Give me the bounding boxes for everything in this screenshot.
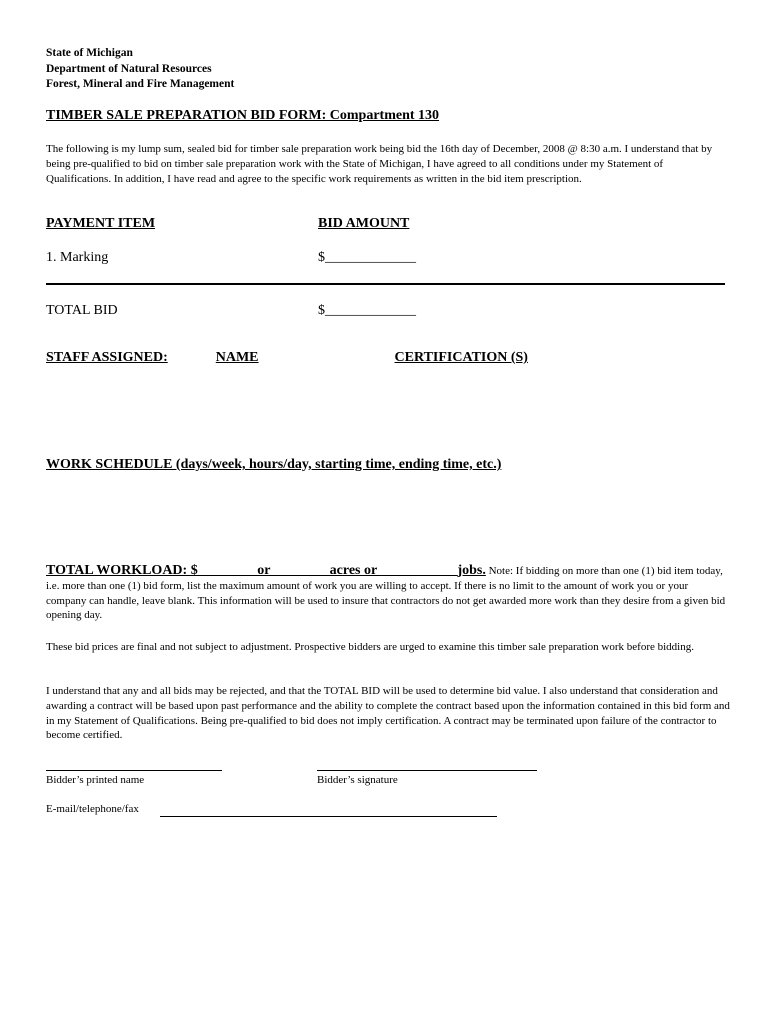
total-bid-field[interactable]: $_____________ — [318, 303, 416, 318]
workload-paragraph — [46, 564, 730, 623]
agency-division: Forest, Mineral and Fire Management — [46, 78, 235, 90]
marking-bid-field[interactable]: $_____________ — [318, 250, 416, 265]
section-divider — [46, 283, 725, 285]
agency-state: State of Michigan — [46, 47, 133, 59]
total-workload-label: TOTAL WORKLOAD: $________ or ________acres or ___________jobs. — [46, 563, 486, 578]
staff-assigned-label: STAFF ASSIGNED: — [46, 350, 168, 365]
signature-label: Bidder’s signature — [317, 774, 398, 786]
staff-assigned-row — [46, 350, 528, 366]
bid-amount-header: BID AMOUNT — [318, 216, 410, 231]
marking-item-label: 1. Marking — [46, 250, 109, 265]
contact-label: E-mail/telephone/fax — [46, 803, 139, 815]
staff-name-header: NAME — [215, 350, 259, 365]
form-title: TIMBER SALE PREPARATION BID FORM: Compartment 130 — [46, 108, 440, 123]
workload-note: bid item today, i.e. more than one (1) bid form, list the maximum amount of work you are willing to accept. If there is no limit to the amount of work you or your company can handle, leave blank. This information will be used to insure that contractors do not get awarded more work than they desire from a given bid opening day. — [46, 565, 726, 622]
printed-name-label: Bidder’s printed name — [46, 774, 145, 786]
total-bid-label: TOTAL BID — [46, 303, 118, 318]
rejection-paragraph: I understand that any and all bids may be rejected, and that the TOTAL BID will be used to determine bid value. I also understand that consideration and awarding a contract will be based upon past performance and the ability to complete the contract based upon the information contained in this bid form and in my Statement of Qualifications. Being pre-qualified to bid does not imply certification. A contract may be terminated upon failure of the contractor to become certified. — [46, 685, 730, 742]
contact-line[interactable] — [160, 816, 497, 817]
work-schedule-label: WORK SCHEDULE (days/week, hours/day, starting time, ending time, etc.) — [46, 457, 502, 472]
signature-line[interactable] — [317, 770, 537, 771]
printed-name-line[interactable] — [46, 770, 222, 771]
final-prices-paragraph: These bid prices are final and not subject to adjustment. Prospective bidders are urged to examine this timber sale preparation work before bidding. — [46, 641, 694, 653]
agency-department: Department of Natural Resources — [46, 63, 212, 75]
workload-note-first: Note: If bidding on more than one (1) — [488, 565, 655, 577]
staff-certification-header: CERTIFICATION (S) — [394, 350, 528, 365]
payment-item-header: PAYMENT ITEM — [46, 216, 156, 231]
intro-paragraph: The following is my lump sum, sealed bid for timber sale preparation work being bid the 16th day of December, 2008 @ 8:30 a.m. I understand that by being pre-qualified to bid on timber sale preparation work with the State of Michigan, I have agreed to all conditions under my Statement of Qualifications. In addition, I have read and agree to the specific work requirements as written in the bid item prescription. — [46, 143, 713, 185]
